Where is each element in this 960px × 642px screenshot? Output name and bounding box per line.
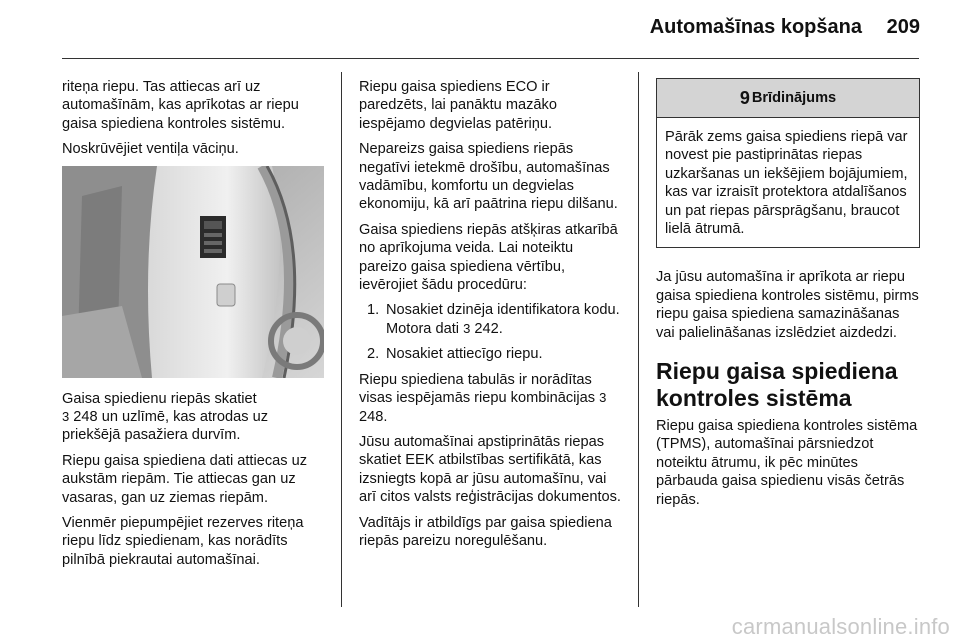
paragraph: Vadītājs ir atbildīgs par gaisa spiediena riepās pareizu noregulēšanu. [359,514,612,549]
paragraph: Riepu gaisa spiediens ECO ir paredzēts, lai panāktu mazāko iespējamo degvielas patēriņu. [359,79,557,132]
page-reference-icon: 3 [463,320,471,336]
door-sticker-illustration [62,166,324,378]
page-reference-icon: 3 [599,390,607,406]
warning-title: Brīdinājums [751,89,837,106]
procedure-steps [359,301,621,363]
paragraph: Nepareizs gaisa spiediens riepās negatīvi ietekmē drošību, automašīnas vadāmību, komfortu un degvielas ekonomiju, kā arī paātrina riepu dilšanu. [359,141,618,213]
warning-icon: 9 [739,87,750,108]
paragraph-text: Riepu spiediena tabulās ir norādītas visas iespējamās riepu kombinācijas [359,371,596,407]
list-item [359,345,621,363]
step-text: Nosakiet attiecīgo riepu. [386,346,543,363]
header-rule [62,58,919,59]
paragraph: Noskrūvējiet ventiļa vāciņu. [62,141,239,158]
paragraph: riteņa riepu. Tas attiecas arī uz automašīnām, kas aprīkotas ar riepu gaisa spiediena kontroles sistēmu. [62,79,299,132]
paragraph: Vienmēr piepumpējiet rezerves riteņa riepu līdz spiedienam, kas norādīts pilnībā piekrautai automašīnai. [62,515,304,568]
column-divider-right [638,72,639,607]
column-middle [359,78,621,557]
step-number: 1. [367,302,380,319]
warning-box [656,78,920,248]
list-item [359,301,621,338]
paragraph-tire-table-ref [359,371,621,426]
paragraph: Riepu gaisa spiediena dati attiecas uz aukstām riepām. Tie attiecas gan uz vasaras, gan uz ziemas riepām. [62,452,308,506]
column-divider-left [341,72,342,607]
page-number: 209 [886,16,920,38]
paragraph-text: 248 un uzlīmē, kas atrodas uz priekšējā pasažiera durvīm. [62,409,268,444]
header-title: Automašīnas kopšana [649,16,862,38]
paragraph: Riepu gaisa spiediena kontroles sistēma (TPMS), automašīnai pārsniedzot noteiktu ātrumu, ik pēc minūtes pārbauda gaisa spiedienu visās četrās riepās. [656,418,918,508]
warning-text: Pārāk zems gaisa spiediens riepā var novest pie pastiprinātas riepas uzkaršanas un iekšējiem bojājumiem, kas var izraisīt protektora atdalīšanos un pat riepas pārsprāgšanu, braucot lielā ātrumā. [665,129,908,238]
paragraph: Gaisa spiediens riepās atšķiras atkarībā no aprīkojuma veida. Lai noteiktu pareizo gaisa spiediena vērtību, ievērojiet šādu procedūru: [359,221,618,294]
page-reference-icon: 3 [62,409,70,425]
paragraph-text: 248. [359,408,388,425]
step-number: 2. [367,346,380,363]
paragraph-text: Gaisa spiedienu riepās skatiet [62,390,257,407]
watermark: carmanualsonline.info [731,614,950,639]
section-title: Riepu gaisa spiediena kontroles sistēma [656,358,898,412]
column-right [656,78,920,516]
paragraph: Ja jūsu automašīna ir aprīkota ar riepu gaisa spiediena kontroles sistēmu, pirms riepu gaisa spiediena samazināšanas vai palielināšanas izslēdziet aizdedzi. [656,269,919,341]
paragraph: Jūsu automašīnai apstiprinātās riepas skatiet EEK atbilstības sertifikātā, kas izsniegts kopā ar jūsu automašīnu, vai arī citos valsts reģistrācijas dokumentos. [359,433,621,506]
warning-header [657,79,919,118]
paragraph-tire-pressure-ref [62,390,328,445]
door-sticker-photo [62,166,324,378]
step-text: 242. [474,320,503,337]
step-text: Nosakiet dzinēja identifikatora kodu. Motora dati [386,302,620,337]
column-left [62,78,328,576]
